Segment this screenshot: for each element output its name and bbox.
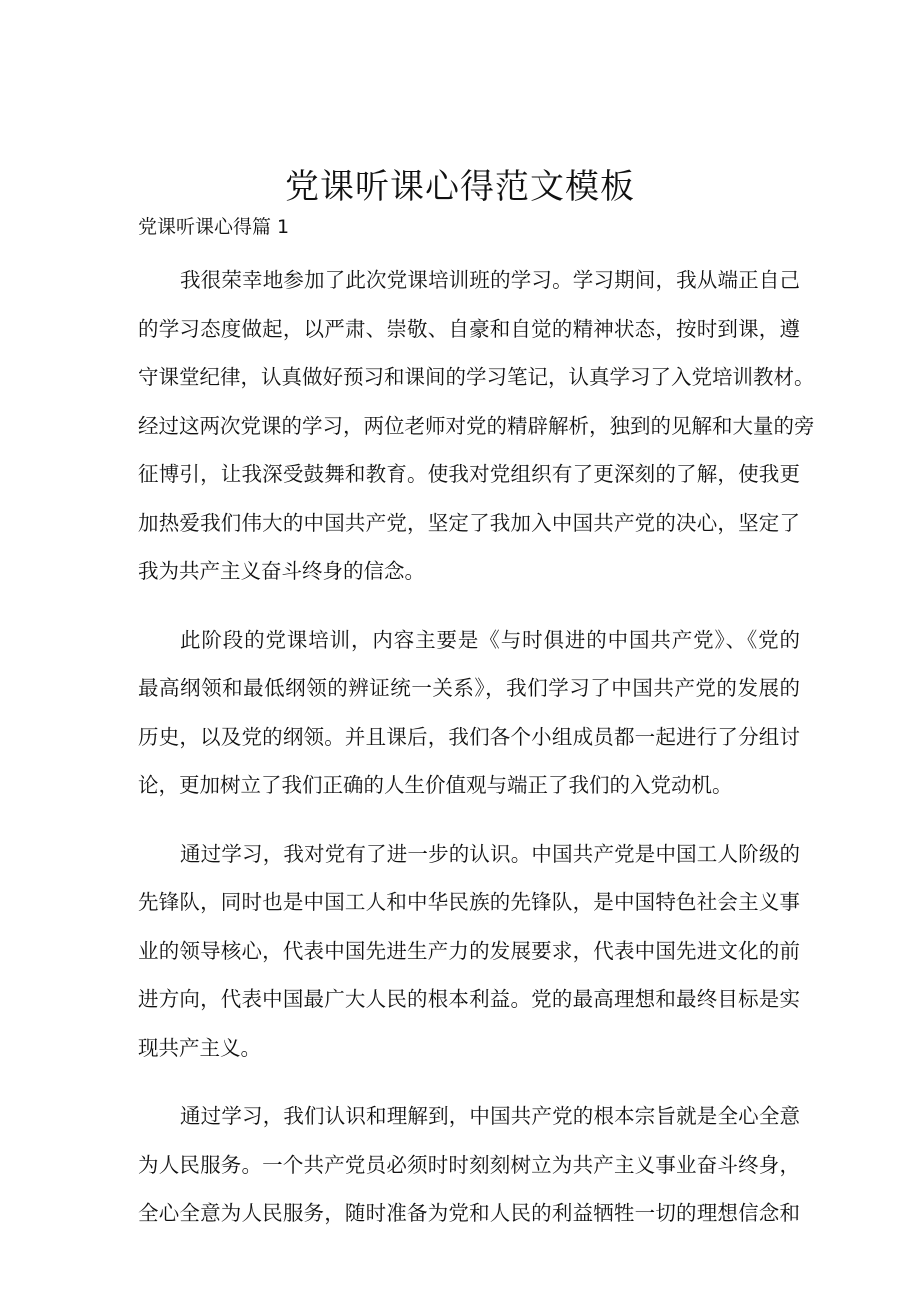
paragraph-1 (138, 256, 815, 596)
paragraph-3 (138, 830, 800, 1073)
text-line: 的学习态度做起，以严肃、崇敬、自豪和自觉的精神状态，按时到课，遵 (138, 316, 800, 341)
text-line: 先锋队，同时也是中国工人和中华民族的先锋队，是中国特色社会主义事 (138, 890, 800, 914)
text-line: 我为共产主义奋斗终身的信念。 (138, 559, 425, 583)
text-line: 加热爱我们伟大的中国共产党，坚定了我加入中国共产党的决心，坚定了 (138, 510, 800, 535)
text-line: 我很荣幸地参加了此次党课培训班的学习。学习期间，我从端正自己 (180, 268, 800, 292)
text-line: 历史，以及党的纲领。并且课后，我们各个小组成员都一起进行了分组讨 (138, 724, 800, 749)
text-line: 论，更加树立了我们正确的人生价值观与端正了我们的入党动机。 (138, 773, 733, 797)
text-line: 进方向，代表中国最广大人民的根本利益。党的最高理想和最终目标是实 (138, 987, 800, 1011)
text-line: 守课堂纪律，认真做好预习和课间的学习笔记，认真学习了入党培训教材。 (138, 365, 815, 389)
text-line: 征博引，让我深受鼓舞和教育。使我对党组织有了更深刻的了解，使我更 (138, 462, 800, 486)
text-line: 业的领导核心，代表中国先进生产力的发展要求，代表中国先进文化的前 (138, 938, 800, 963)
text-line: 全心全意为人民服务，随时准备为党和人民的利益牺牲一切的理想信念和 (138, 1201, 800, 1225)
page-title: 党课听课心得范文模板 (285, 166, 635, 207)
text-line: 现共产主义。 (138, 1035, 261, 1060)
paragraph-2 (138, 616, 800, 810)
text-line: 最高纲领和最低纲领的辨证统一关系》，我们学习了中国共产党的发展的 (138, 676, 800, 700)
text-line: 通过学习，我们认识和理解到，中国共产党的根本宗旨就是全心全意 (180, 1104, 800, 1128)
text-line: 通过学习，我对党有了进一步的认识。中国共产党是中国工人阶级的 (180, 841, 800, 866)
document-body (138, 256, 815, 1258)
text-line: 为人民服务。一个共产党员必须时时刻刻树立为共产主义事业奋斗终身， (138, 1152, 800, 1177)
paragraph-4 (138, 1092, 800, 1238)
text-line: 此阶段的党课培训，内容主要是《与时俱进的中国共产党》、《党的 (180, 627, 800, 652)
section-heading: 党课听课心得篇 1 (138, 216, 290, 238)
text-line: 经过这两次党课的学习，两位老师对党的精辟解析，独到的见解和大量的旁 (138, 413, 815, 438)
